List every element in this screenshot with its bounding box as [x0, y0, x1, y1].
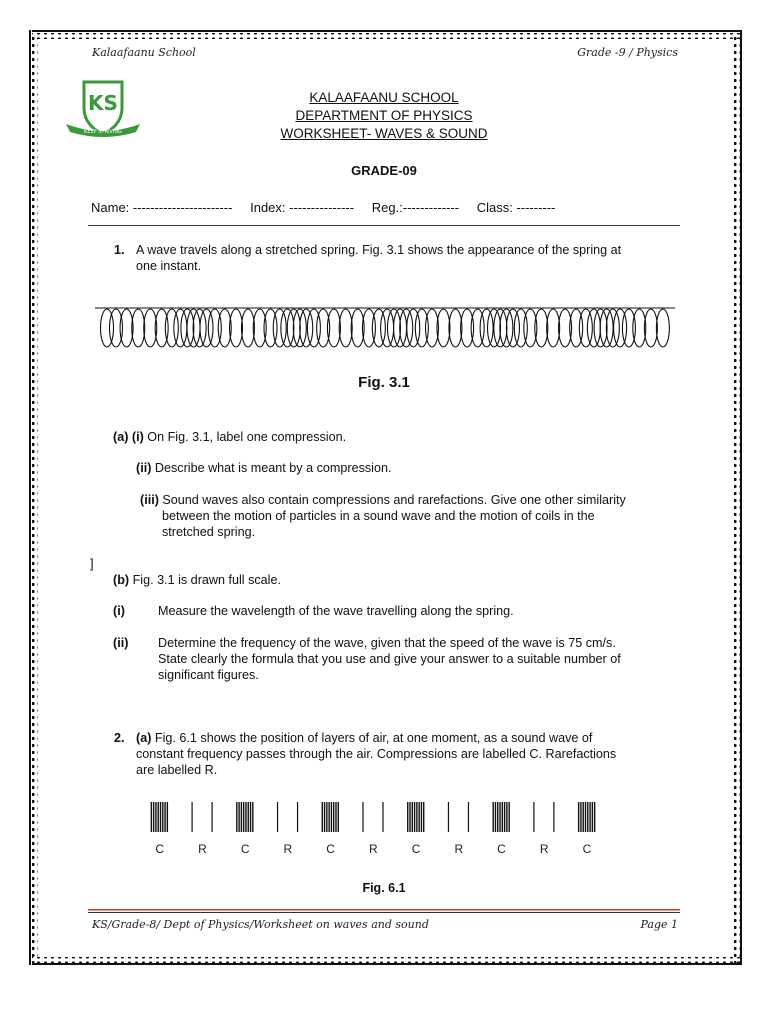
name-field[interactable]: Name: ----------------------- [91, 200, 233, 215]
spring-coil [656, 309, 669, 347]
rarefaction-label: R [454, 842, 464, 856]
spring-coil [165, 309, 178, 347]
q1a-i-label: (i) [131, 430, 144, 444]
q1a-iii-label: (iii) [140, 493, 159, 507]
compression-label: C [326, 842, 335, 856]
header-school-name: Kalaafaanu School [92, 46, 196, 59]
header-divider [88, 225, 680, 226]
title-block [0, 89, 768, 143]
header-grade-subject: Grade -9 / Physics [577, 46, 678, 59]
q1a-ii-label: (ii) [136, 461, 152, 475]
spring-coil [132, 309, 145, 347]
q2-text-line2: constant frequency passes through the air. Compressions are labelled C. Rarefactions [136, 747, 617, 761]
q1b-ii-label: (ii) [113, 636, 129, 650]
spring-coil [208, 309, 221, 347]
spring-coil [480, 309, 493, 347]
class-field[interactable]: Class: --------- [476, 200, 556, 215]
spring-coil [407, 309, 420, 347]
grade-heading: GRADE-09 [351, 163, 417, 178]
fig-3-1-label: Fig. 3.1 [358, 374, 410, 391]
student-fields [91, 200, 569, 215]
fig-6-1-label: Fig. 6.1 [362, 881, 406, 895]
q1a-iii [140, 492, 626, 508]
compression-label: C [155, 842, 165, 856]
q1b-i-text: Measure the wavelength of the wave travelling along the spring. [158, 604, 514, 618]
compression-label: C [240, 842, 250, 856]
q1a-ii [136, 460, 391, 476]
spring-figure [95, 302, 675, 354]
spring-coil [241, 309, 254, 347]
q1a-iii-text1: Sound waves also contain compressions and rarefactions. Give one other similarity [162, 493, 626, 507]
q1b [113, 572, 281, 588]
compression-label: C [411, 842, 421, 856]
footer-rule [88, 909, 680, 915]
rarefaction-label: R [198, 842, 207, 856]
spring-coil [273, 309, 286, 347]
spring-coil [449, 309, 462, 347]
q2-text1: Fig. 6.1 shows the position of layers of air, at one moment, as a sound wave of [154, 731, 593, 745]
q1-number: 1. [114, 243, 125, 257]
spring-coil [339, 309, 352, 347]
department-title: DEPARTMENT OF PHYSICS [295, 108, 473, 123]
rarefaction-label: R [283, 842, 293, 856]
q2a-label: (a) [136, 731, 152, 745]
footer-document-ref: KS/Grade-8/ Dept of Physics/Worksheet on waves and sound [92, 918, 429, 931]
q1b-ii-text2: State clearly the formula that you use and give your answer to a suitable number of [158, 652, 621, 666]
compression-label: C [582, 842, 592, 856]
spring-coil [415, 309, 428, 347]
rarefaction-label: R [369, 842, 378, 856]
reg-field[interactable]: Reg.:------------- [371, 200, 460, 215]
q1b-ii-text3: significant figures. [158, 668, 259, 682]
rarefaction-label: R [539, 842, 549, 856]
q2-text-line1 [136, 730, 592, 746]
q2-number: 2. [114, 731, 125, 745]
worksheet-title: WORKSHEET- WAVES & SOUND [280, 126, 488, 141]
q1-text-line1: A wave travels along a stretched spring. Fig. 3.1 shows the appearance of the spring at [136, 243, 622, 257]
q1a-i [113, 429, 346, 445]
footer-page-number: Page 1 [640, 918, 678, 931]
school-title: KALAAFAANU SCHOOL [309, 90, 459, 105]
compression-label: C [497, 842, 506, 856]
q1a-iii-text2: between the motion of particles in a sound wave and the motion of coils in the [162, 509, 595, 523]
spring-coil [579, 309, 592, 347]
logo-motto: KEEP STRIVING [84, 129, 122, 135]
q1a-label: (a) [113, 430, 129, 444]
stray-bracket: ] [90, 556, 94, 571]
q1a-iii-text3: stretched spring. [162, 525, 256, 539]
index-field[interactable]: Index: --------------- [250, 200, 355, 215]
q1-text-line2: one instant. [136, 259, 202, 273]
q1a-ii-text: Describe what is meant by a compression. [154, 461, 392, 475]
logo-initials: KS [88, 91, 118, 115]
spring-coil [547, 309, 560, 347]
q1b-label: (b) [113, 573, 130, 587]
q1b-i-label: (i) [113, 604, 125, 618]
q2-text-line3: are labelled R. [136, 763, 218, 777]
air-layers-figure [150, 800, 630, 836]
q1a-i-text: On Fig. 3.1, label one compression. [147, 430, 347, 444]
q1b-text: Fig. 3.1 is drawn full scale. [132, 573, 281, 587]
q1b-ii-text1: Determine the frequency of the wave, given that the speed of the wave is 75 cm/s. [158, 636, 616, 650]
spring-coil [622, 309, 635, 347]
spring-coil [372, 309, 385, 347]
